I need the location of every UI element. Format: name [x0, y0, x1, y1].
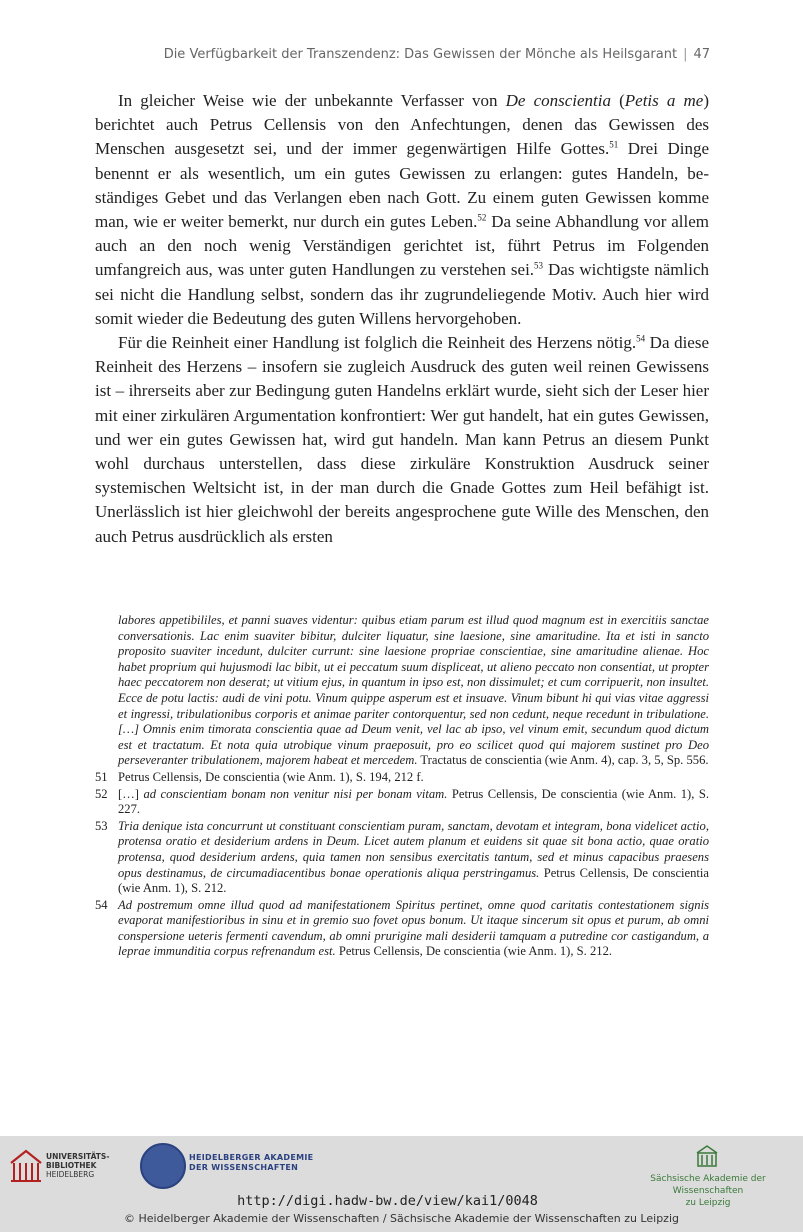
footnote-53: 53 Tria denique ista concurrunt ut constituant conscientiam puram, sanctam, devotam et integram, bona videlicet actio, protensa oratio et desiderium ardens in Deum. Licet autem planum et euidens sit quae sit bona actio, quae oratio protensa, quod desiderium ardens, quia tamen non sensibus exercitatis tantum, sed et minus capacibus praesens opus destinamus, de circumadiacentibus bonae operationis aliqua perstringamus. Petrus Cellensis, De conscientia (wie Anm. 1), S. 212.	[95, 818, 710, 896]
copyright-notice: © Heidelberger Akademie der Wissenschaften / Sächsische Akademie der Wissenschaften zu Leipzig	[123, 1212, 679, 1225]
university-library-name: UNIVERSITÄTS- BIBLIOTHEK HEIDELBERG	[46, 1152, 110, 1179]
footnote-52: 52 […] ad conscientiam bonam non venitur nisi per bonam vitam. Petrus Cellensis, De conscientia (wie Anm. 1), S. 227.	[95, 786, 709, 817]
footnote-ref-53[interactable]: 53	[534, 260, 544, 271]
university-library-logo-icon	[9, 1147, 43, 1183]
paragraph-1: In gleicher Weise wie der unbekannte Verfasser von De conscientia (Petis a me) berichtet auch Petrus Cellensis von den Anfechtungen, denen das Gewissen des Menschen ausgesetzt sei, und der immer gegenwärtigen Hilfe Gottes.$^{51}$ Drei Dinge benennt er als wesentlich, um ein gutes Gewissen zu erlangen: gutes Handeln, beständiges Gebet und das Verlangen eben nach Gott. Zu einem guten Gewissen komme man, wie er weiter bemerkt, nur durch ein gutes Leben.$^{52}$ Da seine Abhandlung vor allem auch an den noch wenig Verständigen gerichtet ist, führt Petrus im Folgenden umfangreich aus, was unter guten Handlungen zu verstehen sei.$^{53}$ Das wichtigste nämlich sei nicht die Handlung selbst, sondern das ihr zugrundeliegende Motiv. Auch hier wird somit wieder die Bedeutung des guten Willens hervorgehoben.	[95, 91, 710, 328]
header-separator: |	[683, 47, 688, 62]
footnote-ref-54[interactable]: 54	[636, 333, 646, 344]
paragraph-2: Für die Reinheit einer Handlung ist folglich die Reinheit des Herzens nötig.$^{54}$ Da diese Reinheit des Herzens – insofern sie zugleich Ausdruck des guten weil reinen Gewissens ist – ihrerseits aber zur Bedingung guten Handelns erklärt wurde, sieht sich der Leser hier mit einer zirkulären Argumentation konfrontiert: Wer gut handelt, hat ein gutes Gewissen, und wer ein gutes Gewissen hat, wird gut handeln. Man kann Petrus an diesem Punkt wohl durchaus unterstellen, dass diese zirkuläre Konstruktion Ausdruck seiner systemischen Weltsicht ist, in der man durch die Gnade Gottes zum Heil befähigt ist. Unerlässlich ist hier gleichwohl der bereits angesprochene gute Wille des Menschen, den auch Petrus ausdrücklich als ersten	[95, 333, 709, 546]
running-title: Die Verfügbarkeit der Transzendenz: Das Gewissen der Mönche als Heilsgarant	[163, 47, 678, 62]
footnote-54: 54 Ad postremum omne illud quod ad manifestationem Spiritus pertinet, omne quod caritatis contestationem signis evaporat manifestioribus in sinu et in gremio suo fovet opus bonum. Ut itaque sincerum sit opus et purum, ab omni conspersione ueteris fermenti cavendum, ab omni prurigine mali desiderii tamquam a putredine cor castigandum, a leprae immunditia corpus refrenandum est. Petrus Cellensis, De conscientia (wie Anm. 1), S. 212.	[95, 897, 709, 959]
footnote-ref-51[interactable]: 51	[609, 139, 619, 150]
running-header	[0, 47, 710, 62]
footnote-51: 51 Petrus Cellensis, De conscientia (wie Anm. 1), S. 194, 212 f.	[95, 769, 424, 784]
page-number: 47	[693, 47, 710, 62]
footer-band	[0, 1136, 803, 1232]
footnote-continuation: labores appetibililes, et panni suaves videntur: quibus etiam parum est illud quod magnum est in exercitiis sanctae conversationis. Lac enim suaviter bibitur, dulciter liquatur, sine laesione, sine amaritudine. Ita et isti in sancto proposito suaviter incedunt, dulciter currunt: sine laesione propriae conscientiae, sine amaritudine alienae. Hoc habet proprium qui hujusmodi lac bibit, ut ei peccatum suum displiceat, ut alieno peccato non consentiat, ut propter haec peccatorem non deserat; ut vitium ejus, in quantum in ipso est, non dissimulet; et cum corripuerit, non insultet. Ecce de potu lactis: audi de vini potu. Vinum quippe asperum est et insuave. Vinum bibunt hi qui vias vitae aggressi et ingressi, tribulationibus corporis et animae pariter contorquentur, sed non cedunt, neque recedunt in tribulatione. […] Omnis enim timorata conscientia quae ad Deum venit, vel lac ab ipso, vel vinum emit, secundum quod dictum est et tractatum. Et nota quia utrobique vinum praeposuit, pro eo scilicet quod qui majorem sustinet pro Deo perseveranter tribulationem, majorem habeat et mercedem. Tractatus de conscientia (wie Anm. 4), cap. 3, 5, Sp. 556.	[118, 613, 709, 768]
main-text	[95, 89, 709, 549]
academy-name: HEIDELBERGER AKADEMIE DER WISSENSCHAFTEN	[189, 1153, 314, 1172]
footnote-ref-52[interactable]: 52	[477, 212, 487, 223]
saxon-academy-name: Sächsische Akademie der Wissenschaften zu Leipzig	[650, 1174, 766, 1208]
saxon-academy-logo-icon	[696, 1144, 718, 1168]
permalink-url[interactable]: http://digi.hadw-bw.de/view/kai1/0048	[237, 1193, 538, 1209]
academy-seal-icon	[140, 1143, 186, 1189]
footnotes	[95, 613, 709, 960]
